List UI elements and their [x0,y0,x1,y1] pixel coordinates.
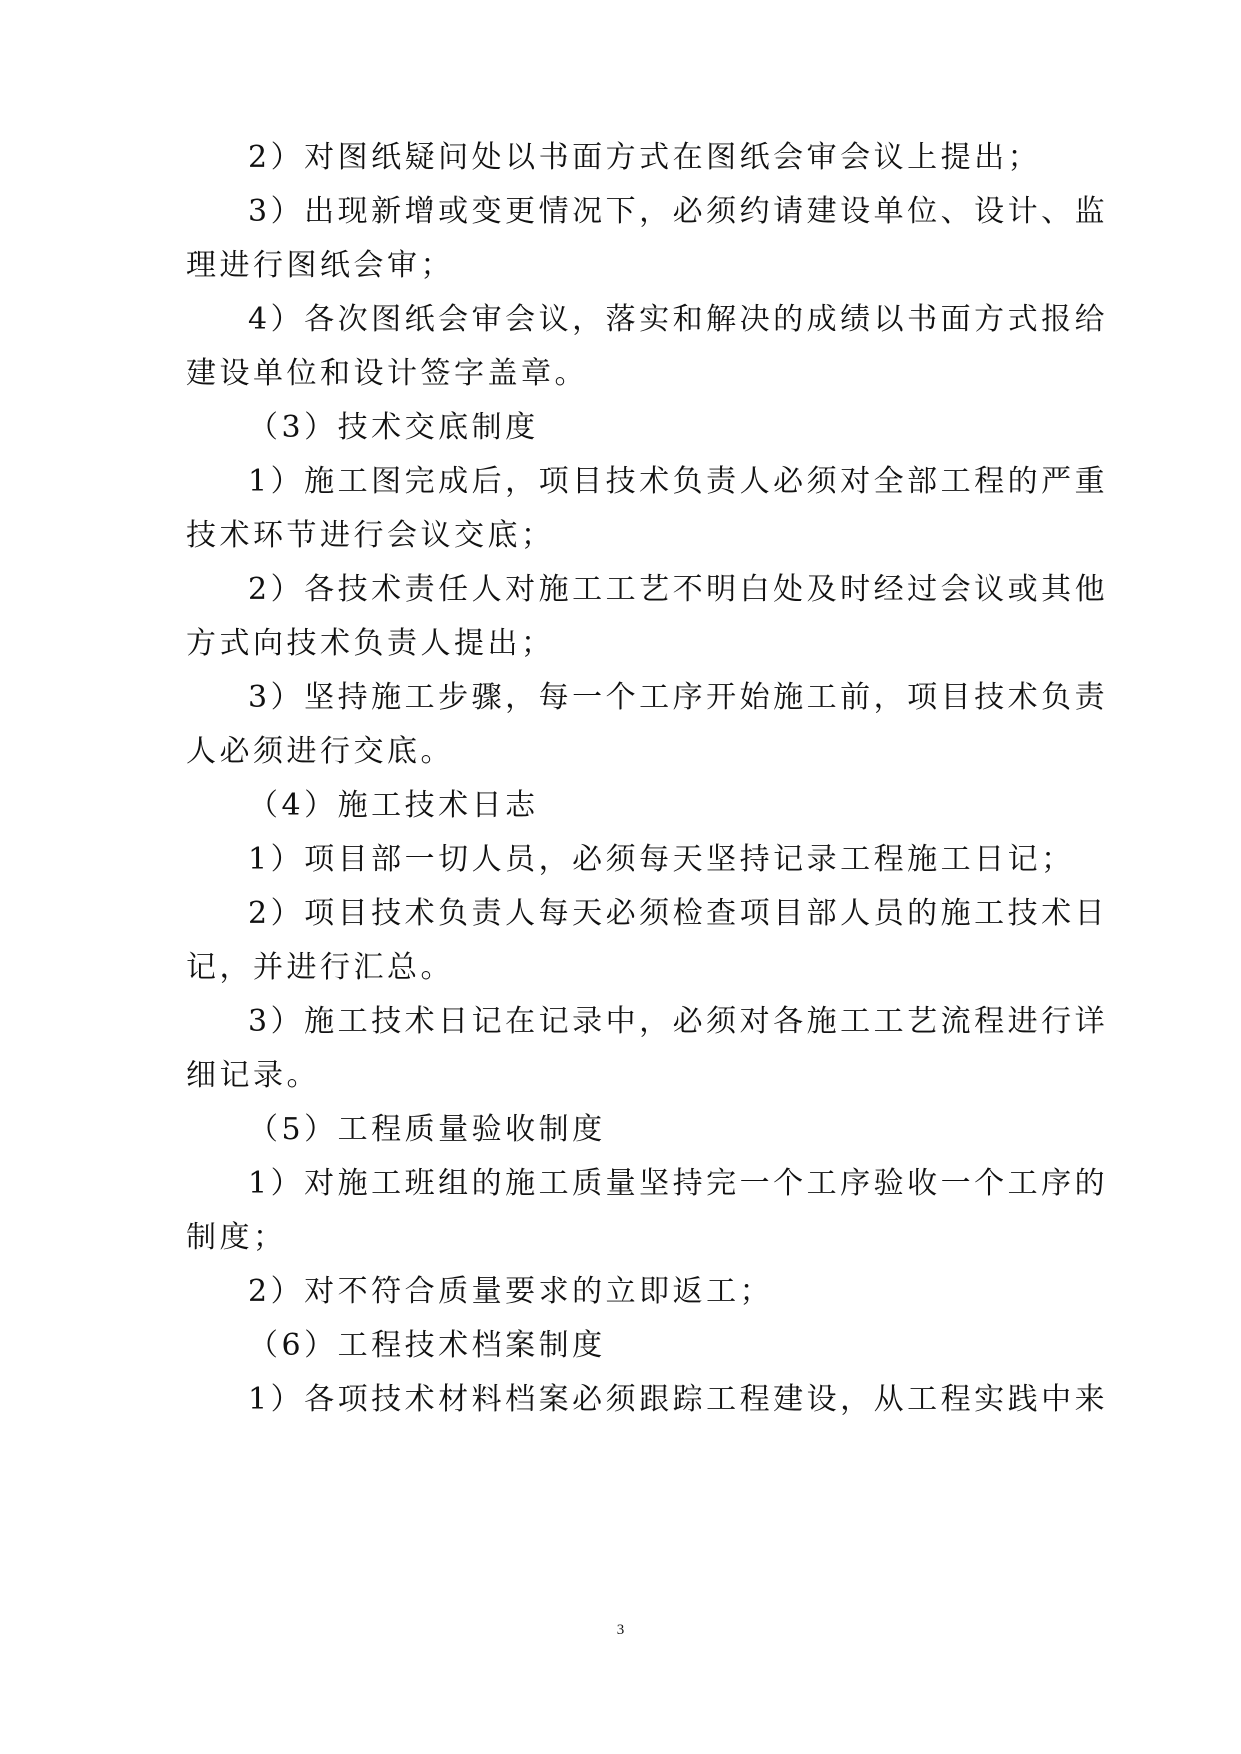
text-line: 2）对图纸疑问处以书面方式在图纸会审会议上提出； [248,140,1042,175]
text-line: 1）对施工班组的施工质量坚持完一个工序验收一个工序的 [248,1166,1109,1201]
text-line: 理进行图纸会审； [186,248,454,283]
text-line: 2）对不符合质量要求的立即返工； [248,1274,774,1309]
text-line: 1）施工图完成后，项目技术负责人必须对全部工程的严重 [248,464,1109,499]
text-line: 细记录。 [186,1058,320,1093]
text-line: 1）各项技术材料档案必须跟踪工程建设，从工程实践中来 [248,1382,1109,1417]
text-line: 技术环节进行会议交底； [186,518,555,553]
section-heading: （3）技术交底制度 [248,410,539,445]
page-number: 3 [616,1622,625,1638]
text-line: 3）坚持施工步骤，每一个工序开始施工前，项目技术负责 [248,680,1109,715]
text-line: 3）出现新增或变更情况下，必须约请建设单位、设计、监 [248,194,1109,229]
text-line: 建设单位和设计签字盖章。 [186,356,588,391]
text-line: 方式向技术负责人提出； [186,626,555,661]
section-heading: （4）施工技术日志 [248,788,539,823]
text-line: 制度； [186,1220,287,1255]
text-line: 1）项目部一切人员，必须每天坚持记录工程施工日记； [248,842,1075,877]
section-heading: （5）工程质量验收制度 [248,1112,606,1147]
text-line: 3）施工技术日记在记录中，必须对各施工工艺流程进行详 [248,1004,1109,1039]
text-line: 4）各次图纸会审会议，落实和解决的成绩以书面方式报给 [248,302,1109,337]
text-line: 人必须进行交底。 [186,734,454,769]
text-line: 记，并进行汇总。 [186,950,454,985]
text-line: 2）项目技术负责人每天必须检查项目部人员的施工技术日 [248,896,1109,931]
section-heading: （6）工程技术档案制度 [248,1328,606,1363]
text-line: 2）各技术责任人对施工工艺不明白处及时经过会议或其他 [248,572,1109,607]
